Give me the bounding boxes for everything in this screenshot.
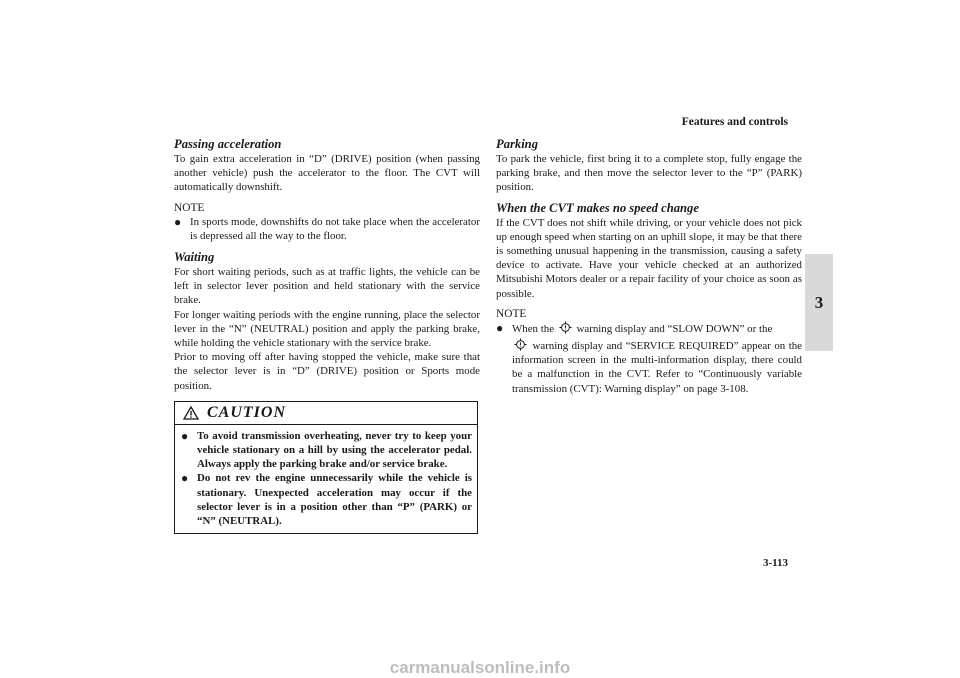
cvt-warning-icon bbox=[514, 338, 527, 351]
caution-item: ● To avoid transmission overheating, never try to keep your vehicle stationary on a hill by using the accelerator pedal. Always apply the parking brake and/or service brake. bbox=[181, 428, 472, 471]
heading-parking: Parking bbox=[496, 137, 538, 151]
right-column: Parking To park the vehicle, first bring it to a complete stop, fully engage the parking brake, and then move the selector lever to the “P” (PARK) position. When the CVT makes no speed change If the CVT does not shift while driving, or your vehicle does not pick up enough speed when starting on an uphill slope, it may be that there is something unusual happening in the transmission, causing a safety device to activate. Have your vehicle checked at an authorized Mitsubishi Motors dealer or a repair facility of your choice as soon as possible. NOTE ● When the warning display and “SLOW DOWN” or the warning display and “SERVICE REQUIRED” appear on the information screen in the multi-information display, there could be a malfunction in the CVT. Refer to “Continuously variable transmission (CVT): Warning display” on page 3-108. bbox=[496, 137, 802, 395]
caution-body bbox=[175, 425, 477, 533]
heading-no-speed-change: When the CVT makes no speed change bbox=[496, 200, 699, 215]
watermark: carmanualsonline.info bbox=[389, 658, 571, 677]
note-item: ● When the warning display and “SLOW DOWN” or the bbox=[496, 320, 773, 335]
no-speed-change-text: If the CVT does not shift while driving, or your vehicle does not pick up enough speed when starting on an uphill slope, it may be that there is something unusual happening in the transmission, causing a safety device to activate. Have your vehicle checked at an authorized Mitsubishi Motors dealer or a repair facility of your choice as soon as possible. bbox=[496, 216, 802, 300]
heading-waiting: Waiting bbox=[174, 250, 215, 265]
heading-passing-acceleration: Passing acceleration bbox=[174, 137, 282, 151]
note-label: NOTE bbox=[174, 201, 205, 214]
bullet-icon: ● bbox=[496, 320, 504, 335]
passing-text: To gain extra acceleration in “D” (DRIVE) position (when passing another vehicle) push the accelerator to the floor. The CVT will automatically downshift. bbox=[174, 153, 480, 194]
chapter-tab bbox=[805, 254, 833, 351]
note-item: ● In sports mode, downshifts do not take place when the accelerator is depressed all the way to the floor. bbox=[174, 214, 480, 242]
waiting-paragraph: Prior to moving off after having stopped the vehicle, make sure that the selector lever is in “D” (DRIVE) position or Sports mode position. bbox=[174, 351, 480, 392]
waiting-paragraph: For longer waiting periods with the engine running, place the selector lever in the “N” (NEUTRAL) position and apply the parking brake, while holding the vehicle stationary with the service brake. bbox=[174, 308, 480, 350]
bullet-icon: ● bbox=[181, 428, 189, 443]
waiting-paragraph: For short waiting periods, such as at traffic lights, the vehicle can be left in selector lever position and held stationary with the service brake. bbox=[174, 266, 480, 307]
warning-triangle-icon bbox=[183, 406, 199, 420]
caution-box bbox=[174, 401, 478, 534]
chapter-number: 3 bbox=[814, 292, 824, 312]
bullet-icon: ● bbox=[181, 471, 189, 486]
left-column bbox=[174, 137, 480, 534]
parking-text: To park the vehicle, first bring it to a complete stop, fully engage the parking brake, and then move the selector lever to the “P” (PARK) position. bbox=[496, 153, 802, 194]
caution-header bbox=[175, 402, 477, 425]
note-label: NOTE bbox=[496, 307, 527, 320]
cvt-warning-icon bbox=[559, 321, 572, 334]
page-number: 3-113 bbox=[762, 557, 788, 569]
caution-title: CAUTION bbox=[207, 403, 287, 421]
caution-item: ● Do not rev the engine unnecessarily while the vehicle is stationary. Unexpected acceleration may occur if the selector lever is in a position other than “P” (PARK) or “N” (NEUTRAL). bbox=[181, 471, 472, 528]
bullet-icon: ● bbox=[174, 214, 182, 229]
running-header: Features and controls bbox=[681, 116, 788, 128]
